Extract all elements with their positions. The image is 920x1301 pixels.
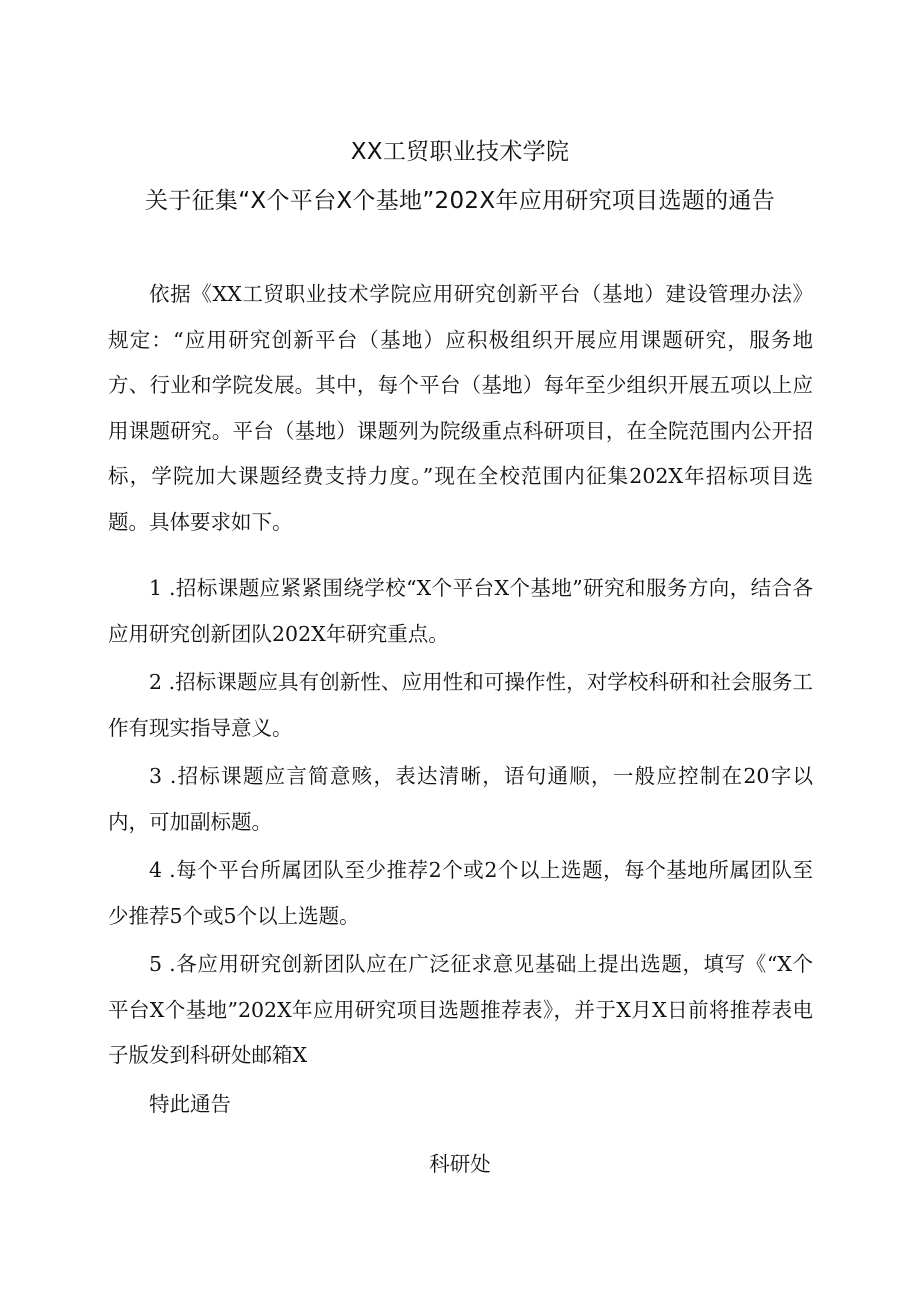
requirement-item-5: 5 .各应用研究创新团队应在广泛征求意见基础上提出选题，填写《“X个平台X个基地”202X年应用研究项目选题推荐表》，并于X月X日前将推荐表电子版发到科研处邮箱X <box>108 952 813 1067</box>
requirement-item-2: 2 .招标课题应具有创新性、应用性和可操作性，对学校科研和社会服务工作有现实指导意义。 <box>108 670 813 740</box>
requirement-item-1: 1 .招标课题应紧紧围绕学校“X个平台X个基地”研究和服务方向，结合各应用研究创新团队202X年研究重点。 <box>108 576 813 646</box>
issuer-signature: 科研处 <box>429 1152 491 1176</box>
closing-line: 特此通告 <box>149 1092 231 1116</box>
document-title-institution: XX工贸职业技术学院 <box>350 139 570 165</box>
document-title-notice: 关于征集“X个平台X个基地”202X年应用研究项目选题的通告 <box>145 188 775 214</box>
intro-paragraph: 依据《XX工贸职业技术学院应用研究创新平台（基地）建设管理办法》规定：“应用研究创新平台（基地）应积极组织开展应用课题研究，服务地方、行业和学院发展。其中，每个平台（基地）每年至少组织开展五项以上应用课题研究。平台（基地）课题列为院级重点科研项目，在全院范围内公开招标，学院加大课题经费支持力度。”现在全校范围内征集202X年招标项目选题。具体要求如下。 <box>108 282 813 534</box>
requirement-item-3: 3 .招标课题应言简意赅，表达清晰，语句通顺，一般应控制在20字以内，可加副标题。 <box>108 764 813 834</box>
requirement-item-4: 4 .每个平台所属团队至少推荐2个或2个以上选题，每个基地所属团队至少推荐5个或5个以上选题。 <box>108 858 813 928</box>
